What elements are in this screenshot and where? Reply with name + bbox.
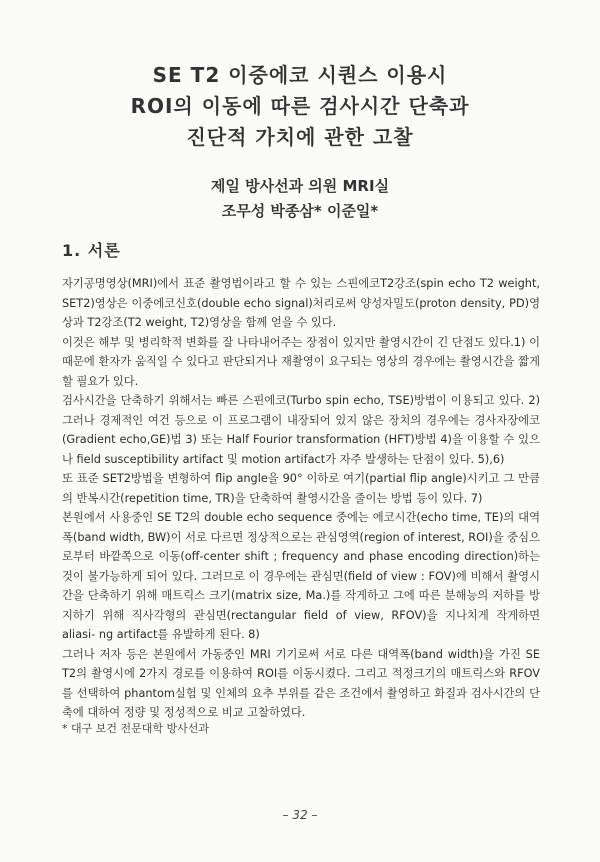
title-line-3: 진단적 가치에 관한 고찰: [186, 125, 414, 149]
footnote: * 대구 보건 전문대학 방사선과: [62, 722, 209, 735]
authors: 조무성 박종삼* 이준일*: [221, 202, 379, 220]
paragraph-1: 자기공명영상(MRI)에서 표준 촬영법이라고 할 수 있는 스핀에코T2강조(spin echo T2 weight, SET2)영상은 이중에코신호(double echo signal)처리로써 양성자밀도(proton density, PD)영상과 T2강조(T2 weight, T2)영상을 함께 얻을 수 있다.: [62, 277, 540, 329]
body-text: [62, 274, 540, 723]
section-heading: 1. 서론: [62, 241, 121, 260]
paper-title: [0, 60, 600, 153]
author-block: [0, 174, 600, 224]
paragraph-3: 검사시간을 단축하기 위해서는 빠른 스핀에코(Turbo spin echo, TSE)방법이 이용되고 있다. 2) 그러나 경제적인 여건 등으로 이 프로그램이 내장되어 있지 않은 장치의 경우에는 경사자장에코(Gradient echo,GE)법 3) 또는 Half Fourior transformation (HFT)방법 4)을 이용할 수 있으나 field susceptibility artifact 및 motion artifact가 자주 발생하는 단점이 있다. 5),6): [62, 394, 540, 466]
affiliation: 제일 방사선과 의원 MRI실: [210, 177, 390, 195]
title-line-2: ROI의 이동에 따른 검사시간 단축과: [130, 94, 470, 118]
paragraph-5: 본원에서 사용중인 SE T2의 double echo sequence 중에는 에코시간(echo time, TE)의 대역폭(band width, BW)이 서로 다르면 정상적으로는 관심영역(region of interest, ROI)을 중심으로부터 바깥쪽으로 이동(off-center shift ; frequency and phase encoding direction)하는 것이 불가능하게 되어 있다. 그러므로 이 경우에는 관심면(field of view : FOV)에 비해서 촬영시간을 단축하기 위해 매트릭스 크기(matrix size, Ma.)를 작게하고 그에 따른 분해능의 저하를 방지하기 위해 직사각형의 관심면(rectangular field of view, RFOV)을 지나치게 작게하면 aliasi- ng artifact를 유발하게 된다. 8): [62, 511, 540, 641]
paragraph-2: 이것은 해부 및 병리학적 변화를 잘 나타내어주는 장점이 있지만 촬영시간이 긴 단점도 있다.1) 이 때문에 환자가 움직일 수 있다고 판단되거나 재촬영이 요구되는 영상의 경우에는 촬영시간을 짧게 할 필요가 있다.: [62, 335, 540, 388]
title-line-1: SE T2 이중에코 시퀀스 이용시: [152, 63, 448, 87]
paragraph-6: 그러나 저자 등은 본원에서 가동중인 MRI 기기로써 서로 다른 대역폭(band width)을 가진 SE T2의 촬영시에 2가지 경로를 이용하여 ROI를 이동시켰다. 그리고 적정크기의 매트릭스와 RFOV를 선택하여 phantom실험 및 인체의 요추 부위를 같은 조건에서 촬영하고 화질과 검사시간의 단축에 대하여 정량 및 정성적으로 비교 고찰하였다.: [62, 647, 540, 719]
paragraph-4: 또 표준 SET2방법을 변형하여 flip angle을 90° 이하로 여기(partial flip angle)시키고 그 만큼의 반복시간(repetition time, TR)을 단축하여 촬영시간을 줄이는 방법 등이 있다. 7): [62, 472, 540, 505]
page-number: – 32 –: [282, 808, 318, 822]
